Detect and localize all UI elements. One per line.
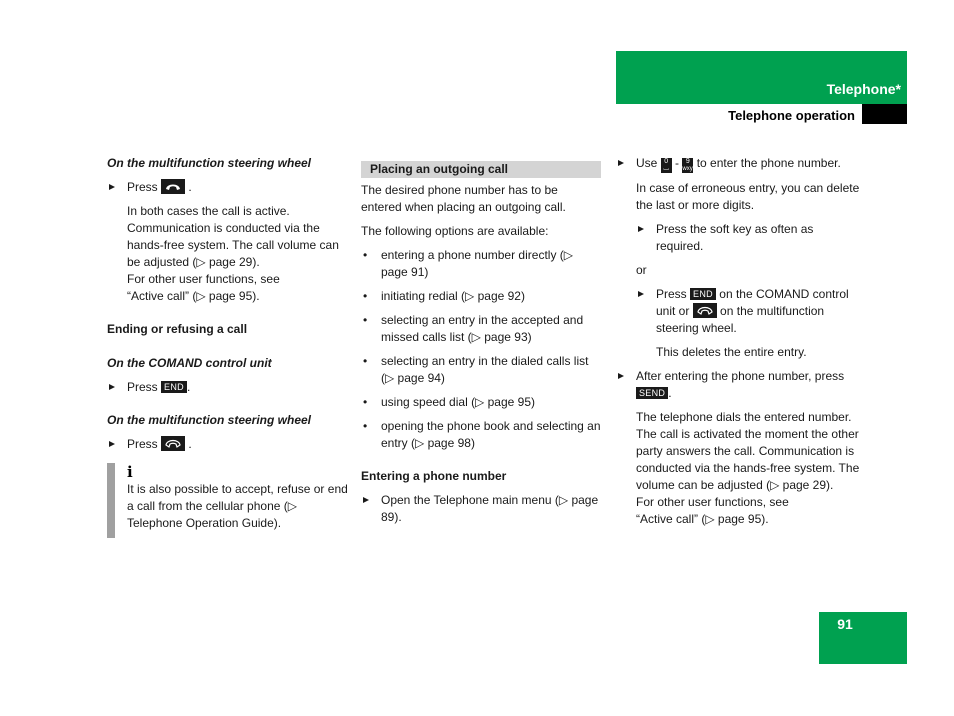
end-key: END bbox=[690, 288, 716, 300]
section-bar-outgoing-call: Placing an outgoing call bbox=[361, 161, 601, 178]
erroneous-entry-text: In case of erroneous entry, you can delete the last or more digits. bbox=[636, 181, 860, 212]
call-active-text: In both cases the call is active. Communication is conducted via the hands-free system. The call volume can be adjusted (▷ page 29). bbox=[127, 204, 339, 269]
phone-accept-icon bbox=[161, 179, 185, 194]
list-item: • opening the phone book and selecting an entry (▷ page 98) bbox=[361, 418, 601, 452]
column-right bbox=[616, 155, 861, 528]
step-press-end: Press END . bbox=[107, 379, 352, 396]
active-call-ref: “Active call” (▷ page 95). bbox=[636, 512, 769, 526]
info-text: It is also possible to accept, refuse or end a call from the cellular phone (▷ Telephone Operation Guide). bbox=[127, 482, 348, 530]
deletes-entry-text: This deletes the entire entry. bbox=[656, 345, 807, 359]
list-item: • selecting an entry in the dialed calls list (▷ page 94) bbox=[361, 353, 601, 387]
substep-softkey-wrap bbox=[616, 221, 861, 255]
end-key: END bbox=[161, 381, 187, 393]
list-item: • selecting an entry in the accepted and missed calls list (▷ page 93) bbox=[361, 312, 601, 346]
column-left bbox=[107, 155, 352, 532]
options-intro: The following options are available: bbox=[361, 224, 549, 238]
other-functions-text: For other user functions, see bbox=[127, 272, 280, 286]
step-open-menu: Open the Telephone main menu (▷ page 89). bbox=[361, 492, 601, 526]
heading-entering-number: Entering a phone number bbox=[361, 469, 507, 483]
list-item: • entering a phone number directly (▷ page 91) bbox=[361, 247, 601, 281]
column-middle bbox=[361, 161, 601, 526]
step-use-keys: Use 0 ⌴ - 9 wxyz to enter the phone number. bbox=[616, 155, 861, 173]
dials-text: The telephone dials the entered number. The call is activated the moment the other party answers the call. Communication is conducted via the hands-free system. The volume can be adjusted (▷ page 29). bbox=[636, 410, 860, 492]
active-call-ref: “Active call” (▷ page 95). bbox=[127, 289, 260, 303]
key-0: 0 ⌴ bbox=[661, 158, 672, 173]
heading-ending-call: Ending or refusing a call bbox=[107, 322, 248, 336]
step-press-send: After entering the phone number, press SEND . bbox=[616, 368, 861, 402]
other-functions-text: For other user functions, see bbox=[636, 495, 789, 509]
info-icon: i bbox=[127, 463, 133, 481]
section-title: Telephone operation bbox=[728, 108, 855, 123]
subheading-comand: On the COMAND control unit bbox=[107, 356, 272, 370]
phone-hangup-icon bbox=[161, 436, 185, 451]
section-marker bbox=[862, 104, 907, 124]
chapter-title: Telephone* bbox=[826, 81, 901, 97]
send-key: SEND bbox=[636, 387, 668, 399]
list-item: • initiating redial (▷ page 92) bbox=[361, 288, 601, 305]
step-press-hangup: Press . bbox=[107, 436, 352, 453]
subheading-steering-wheel: On the multifunction steering wheel bbox=[107, 156, 312, 170]
step-press-accept: Press . bbox=[107, 179, 352, 196]
substep-end: Press END on the COMAND control unit or on the multifunction steering wheel. bbox=[636, 286, 861, 337]
subheading-steering-wheel-2: On the multifunction steering wheel bbox=[107, 413, 312, 427]
phone-hangup-icon bbox=[693, 303, 717, 318]
substep-softkey: Press the soft key as often as required. bbox=[636, 221, 861, 255]
or-text: or bbox=[636, 263, 647, 277]
info-bar bbox=[107, 463, 115, 538]
page-number: 91 bbox=[837, 616, 853, 632]
substep-end-wrap bbox=[616, 286, 861, 337]
info-note bbox=[107, 463, 352, 532]
intro-text: The desired phone number has to be entered when placing an outgoing call. bbox=[361, 183, 566, 214]
list-item: • using speed dial (▷ page 95) bbox=[361, 394, 601, 411]
key-9: 9 wxyz bbox=[682, 158, 696, 172]
